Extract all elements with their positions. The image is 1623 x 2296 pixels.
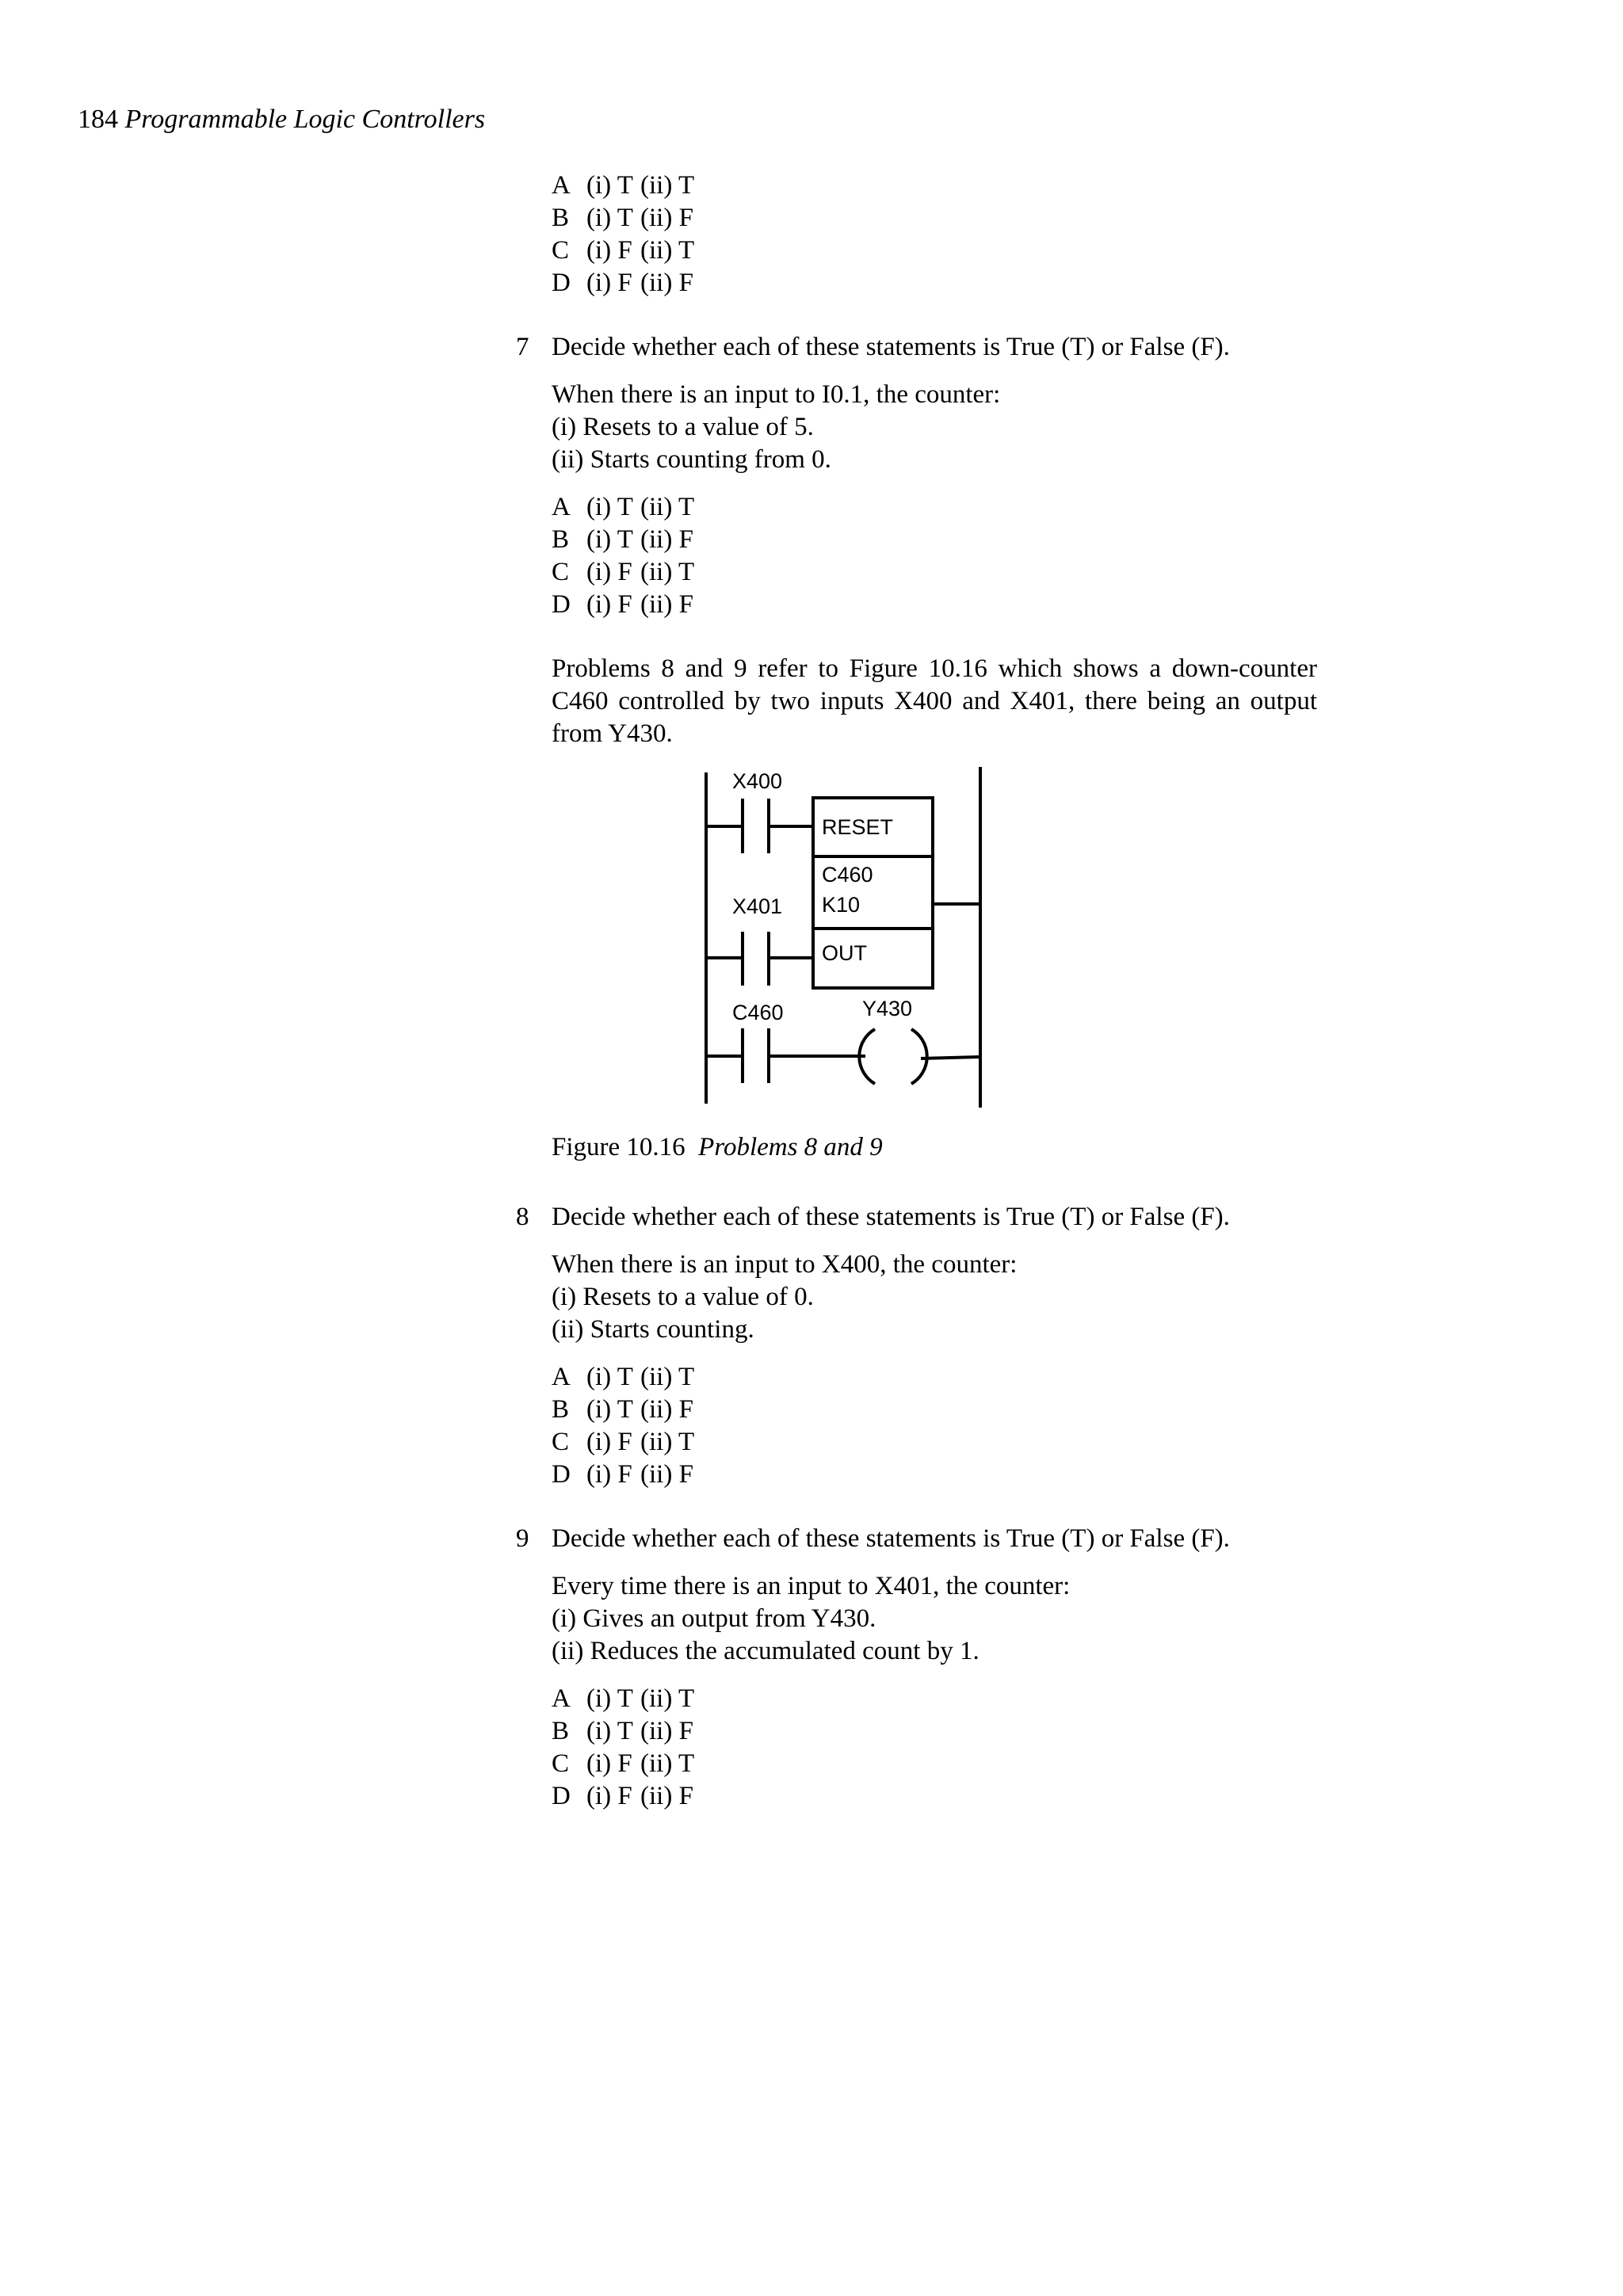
q7-number: 7 <box>516 333 529 361</box>
book-title: Programmable Logic Controllers <box>124 105 486 134</box>
page-number: 184 <box>78 105 118 134</box>
q9-number: 9 <box>516 1524 529 1553</box>
q7-statement-2: (ii) Starts counting from 0. <box>552 445 831 474</box>
q8-option-b: B (i) T (ii) F <box>552 1395 693 1424</box>
coil-y430-right-arc <box>911 1029 927 1084</box>
figure-caption <box>552 1131 883 1163</box>
figure-caption-label: Figure 10.16 <box>552 1133 685 1161</box>
label-y430: Y430 <box>862 997 913 1020</box>
q7-option-b: B (i) T (ii) F <box>552 525 693 554</box>
q8-statement-2: (ii) Starts counting. <box>552 1315 754 1344</box>
figure-caption-title: Problems 8 and 9 <box>698 1133 883 1161</box>
q9-stem: Every time there is an input to X401, the counter: <box>552 1572 1071 1600</box>
q8-option-d: D (i) F (ii) F <box>552 1460 693 1489</box>
label-x401: X401 <box>732 894 783 918</box>
label-x400: X400 <box>732 769 783 793</box>
q8-prompt: Decide whether each of these statements is True (T) or False (F). <box>552 1203 1230 1231</box>
q7-statement-1: (i) Resets to a value of 5. <box>552 413 814 441</box>
q7-stem: When there is an input to I0.1, the counter: <box>552 380 1001 409</box>
q6-option-b: B (i) T (ii) F <box>552 204 693 232</box>
q9-option-b: B (i) T (ii) F <box>552 1717 693 1745</box>
q7-prompt: Decide whether each of these statements is True (T) or False (F). <box>552 333 1230 361</box>
box-label-preset: K10 <box>822 893 861 917</box>
figure-intro-paragraph: Problems 8 and 9 refer to Figure 10.16 which shows a down-counter C460 controlled by two inputs X400 and X401, there being an output from Y430. <box>552 654 1317 748</box>
q8-statement-1: (i) Resets to a value of 0. <box>552 1283 814 1311</box>
q7-option-c: C (i) F (ii) T <box>552 558 695 586</box>
q7-option-d: D (i) F (ii) F <box>552 590 693 619</box>
q8-option-a: A (i) T (ii) T <box>552 1363 695 1391</box>
q8-option-c: C (i) F (ii) T <box>552 1428 695 1456</box>
q9-prompt: Decide whether each of these statements is True (T) or False (F). <box>552 1524 1230 1553</box>
q9-option-a: A (i) T (ii) T <box>552 1684 695 1713</box>
q6-option-c: C (i) F (ii) T <box>552 236 695 265</box>
q7-option-a: A (i) T (ii) T <box>552 493 695 521</box>
box-label-reset: RESET <box>822 815 894 839</box>
q9-statement-2: (ii) Reduces the accumulated count by 1. <box>552 1637 980 1665</box>
q9-option-d: D (i) F (ii) F <box>552 1782 693 1810</box>
box-label-counter: C460 <box>822 863 873 887</box>
box-label-out: OUT <box>822 941 867 965</box>
q6-option-d: D (i) F (ii) F <box>552 269 693 297</box>
label-c460-contact: C460 <box>732 1001 784 1024</box>
q8-number: 8 <box>516 1203 529 1231</box>
q9-option-c: C (i) F (ii) T <box>552 1749 695 1778</box>
q6-option-a: A (i) T (ii) T <box>552 171 695 200</box>
q8-stem: When there is an input to X400, the counter: <box>552 1250 1018 1279</box>
q9-statement-1: (i) Gives an output from Y430. <box>552 1604 876 1633</box>
